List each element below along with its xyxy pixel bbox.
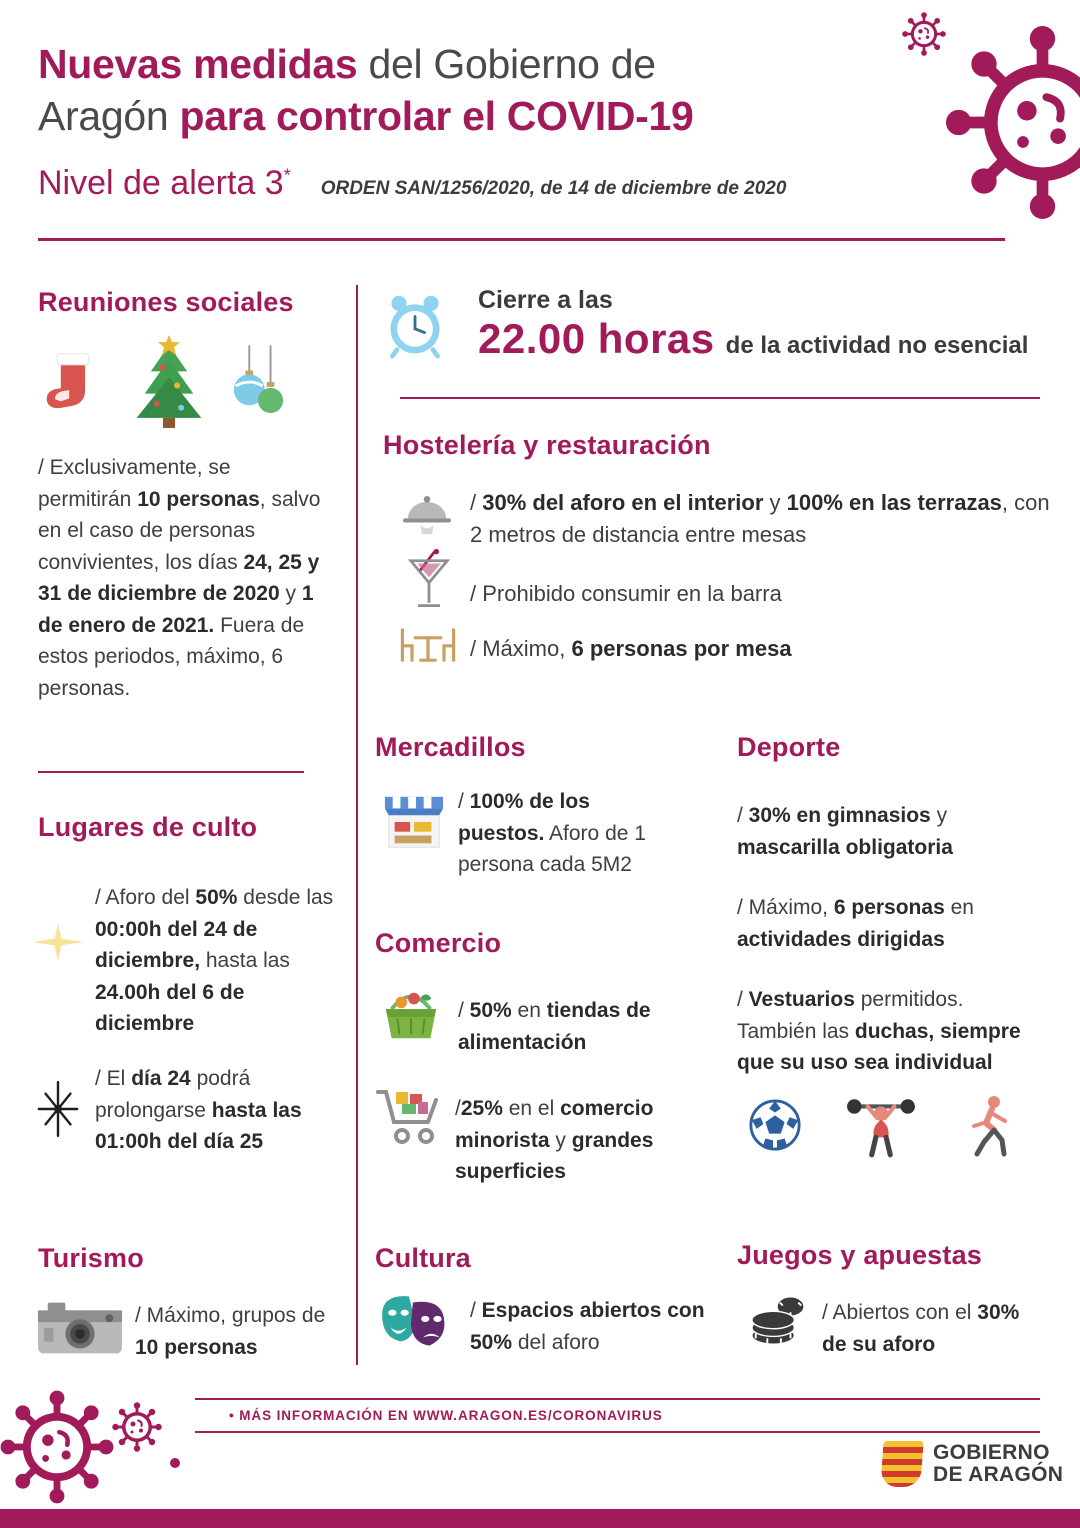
bottom-accent-bar (0, 1509, 1080, 1528)
serving-cloche-icon (398, 490, 456, 536)
reuniones-body: / Exclusivamente, se permitirán 10 personas, salvo en el caso de personas convivientes, los días 24, 25 y 31 de diciembre de 2020 y 1 de enero de 2021. Fuera de estos periodos, máximo, 6 personas. (38, 456, 321, 700)
closing-time-banner (478, 286, 1058, 363)
christmas-tree-icon (128, 335, 210, 431)
virus-icon (945, 25, 1080, 220)
soccer-ball-icon (748, 1098, 802, 1152)
virus-icon (902, 12, 946, 56)
sun-sparkle-icon (30, 914, 86, 970)
comercio-heading: Comercio (375, 928, 502, 958)
hosteleria-item-1: / 30% del aforo en el interior y 100% en las terrazas, con 2 metros de distancia entre mesas (470, 490, 1050, 547)
virus-icon (112, 1402, 162, 1452)
closing-scope: de la actividad no esencial (725, 332, 1029, 359)
grocery-basket-icon (380, 985, 442, 1043)
column-divider (356, 285, 358, 1365)
mercadillos-item-1: / 100% de los puestos. Aforo de 1 persona cada 5M2 (458, 790, 646, 876)
footer-info-bar (195, 1398, 1040, 1433)
culto-item-2: / El día 24 podrá prolongarse hasta las 01:00h del día 25 (95, 1067, 302, 1153)
juegos-item-1: / Abiertos con el 30% de su aforo (822, 1301, 1020, 1356)
table-chairs-icon (396, 625, 460, 665)
baubles-icon (228, 345, 286, 423)
deporte-item-3: / Vestuarios permitidos. También las duchas, siempre que su uso sea individual (737, 988, 1021, 1074)
camera-icon (36, 1298, 124, 1358)
comercio-item-1: / 50% en tiendas de alimentación (458, 999, 651, 1054)
juegos-heading: Juegos y apuestas (737, 1240, 983, 1270)
reuniones-heading: Reuniones sociales (38, 287, 294, 317)
culto-heading: Lugares de culto (38, 812, 258, 842)
culto-item-1: / Aforo del 50% desde las 00:00h del 24 de diciembre, hasta las 24.00h del 6 de diciembre (95, 886, 334, 1035)
more-info-label: • MÁS INFORMACIÓN EN (229, 1408, 414, 1423)
deporte-item-2: / Máximo, 6 personas en actividades dirigidas (737, 896, 974, 951)
closing-time: 22.00 horas (478, 315, 715, 362)
alert-level (38, 164, 291, 203)
casino-chips-icon (748, 1292, 806, 1348)
theater-masks-icon (378, 1292, 456, 1354)
star-sparkle-icon (34, 1078, 82, 1140)
closing-divider (400, 397, 1040, 399)
left-column-divider (38, 771, 304, 773)
alert-asterisk: * (283, 165, 291, 186)
cocktail-icon (406, 548, 452, 612)
comercio-item-2: /25% en el comercio minorista y grandes superficies (455, 1097, 654, 1183)
alarm-clock-icon (382, 292, 448, 360)
hosteleria-item-3: / Máximo, 6 personas por mesa (470, 636, 792, 661)
deporte-item-1: / 30% en gimnasios y mascarilla obligatoria (737, 804, 953, 859)
order-reference: ORDEN SAN/1256/2020, de 14 de diciembre de 2020 (320, 178, 787, 200)
aragon-flag-icon (880, 1441, 923, 1487)
gobierno-aragon-logo (882, 1441, 1063, 1487)
hosteleria-heading: Hostelería y restauración (383, 430, 711, 460)
turismo-item-1: / Máximo, grupos de 10 personas (135, 1304, 326, 1359)
closing-line (478, 315, 1058, 363)
coronavirus-url-link[interactable]: WWW.ARAGON.ES/CORONAVIRUS (413, 1408, 663, 1423)
virus-dot (170, 1458, 180, 1468)
christmas-stocking-icon (44, 348, 100, 420)
cultura-item-1: / Espacios abiertos con 50% del aforo (470, 1299, 705, 1354)
logo-text (933, 1442, 1063, 1486)
mercadillos-heading: Mercadillos (375, 732, 526, 762)
title-line-2: Aragón para controlar el COVID-19 (38, 93, 694, 140)
logo-line-1: GOBIERNO (933, 1440, 1050, 1464)
title-line-1: Nuevas medidas del Gobierno de (38, 41, 656, 87)
header-divider (38, 238, 1005, 241)
virus-icon (0, 1390, 114, 1504)
logo-line-2: DE ARAGÓN (933, 1463, 1064, 1486)
turismo-heading: Turismo (38, 1243, 144, 1273)
page-title (38, 38, 898, 142)
closing-intro: Cierre a las (478, 286, 613, 314)
weightlifter-icon (845, 1092, 917, 1158)
header (38, 38, 898, 203)
alert-row (38, 164, 898, 203)
deporte-heading: Deporte (737, 732, 841, 762)
alert-level-text: Nivel de alerta 3 (38, 164, 284, 203)
shopping-cart-icon (374, 1085, 444, 1149)
cultura-heading: Cultura (375, 1243, 471, 1273)
market-stall-icon (383, 792, 445, 852)
hosteleria-item-2: / Prohibido consumir en la barra (470, 581, 782, 606)
runner-icon (960, 1094, 1016, 1158)
